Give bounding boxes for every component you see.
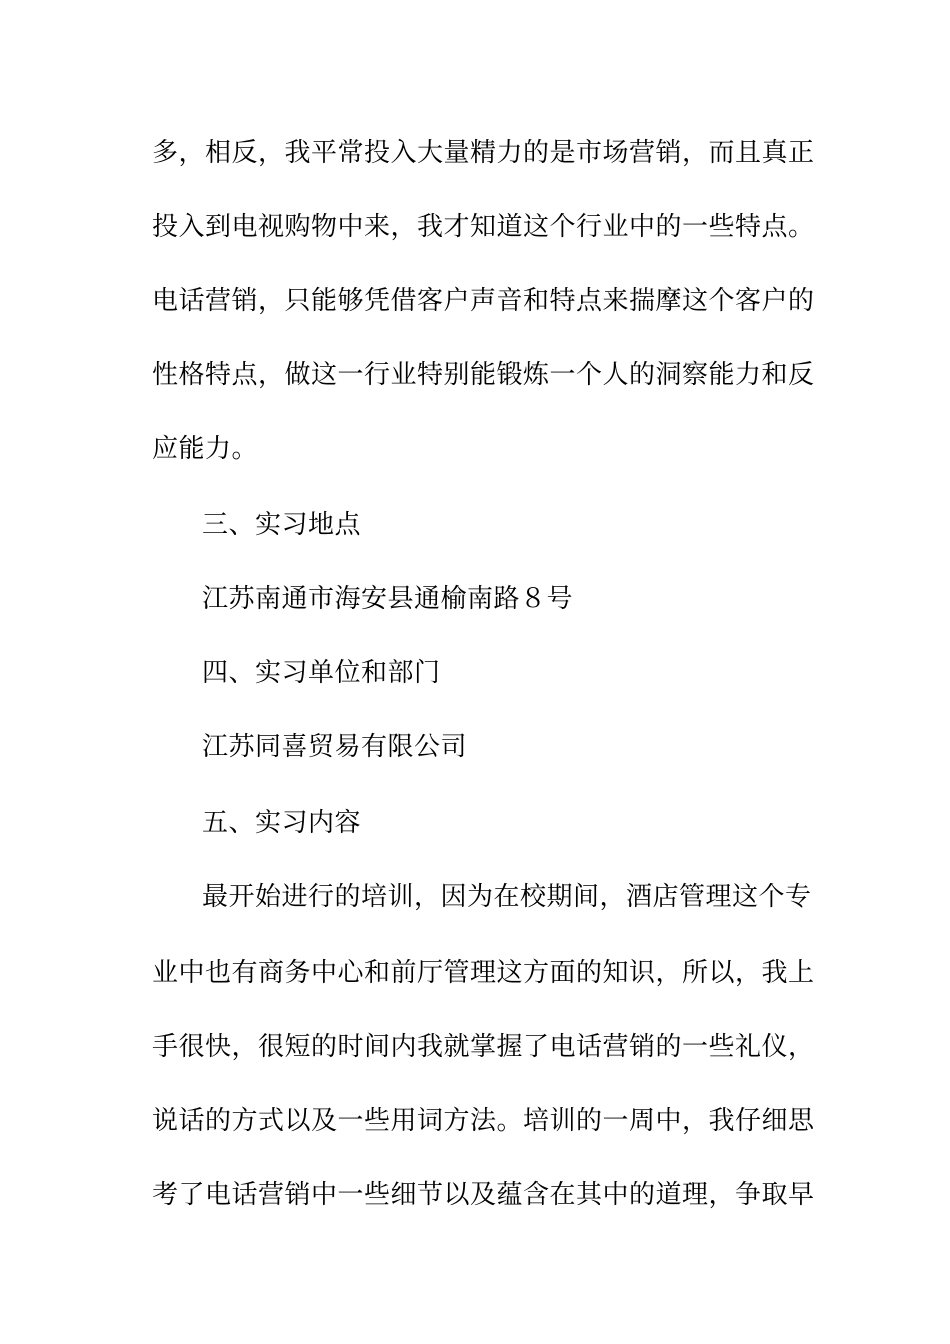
paragraph-line: 手很快，很短的时间内我就掌握了电话营销的一些礼仪，: [152, 1032, 815, 1062]
section-heading-content: 五、实习内容: [202, 808, 362, 838]
paragraph-line: 考了电话营销中一些细节以及蕴含在其中的道理，争取早: [152, 1180, 815, 1210]
section-heading-location: 三、实习地点: [202, 510, 362, 540]
paragraph-line: 性格特点，做这一行业特别能锻炼一个人的洞察能力和反: [152, 360, 815, 390]
unit-text: 江苏同喜贸易有限公司: [202, 732, 468, 762]
paragraph-line: 说话的方式以及一些用词方法。培训的一周中，我仔细思: [152, 1106, 815, 1136]
section-heading-unit: 四、实习单位和部门: [202, 658, 441, 688]
paragraph-line: 业中也有商务中心和前厅管理这方面的知识，所以，我上: [152, 958, 815, 988]
paragraph-line: 投入到电视购物中来，我才知道这个行业中的一些特点。: [152, 212, 815, 242]
paragraph-line: 应能力。: [152, 434, 259, 464]
paragraph-line: 电话营销，只能够凭借客户声音和特点来揣摩这个客户的: [152, 286, 815, 316]
paragraph-line: 多，相反，我平常投入大量精力的是市场营销，而且真正: [152, 138, 815, 168]
paragraph-line: 最开始进行的培训，因为在校期间，酒店管理这个专: [202, 882, 812, 912]
location-text: 江苏南通市海安县通榆南路８号: [202, 584, 574, 614]
